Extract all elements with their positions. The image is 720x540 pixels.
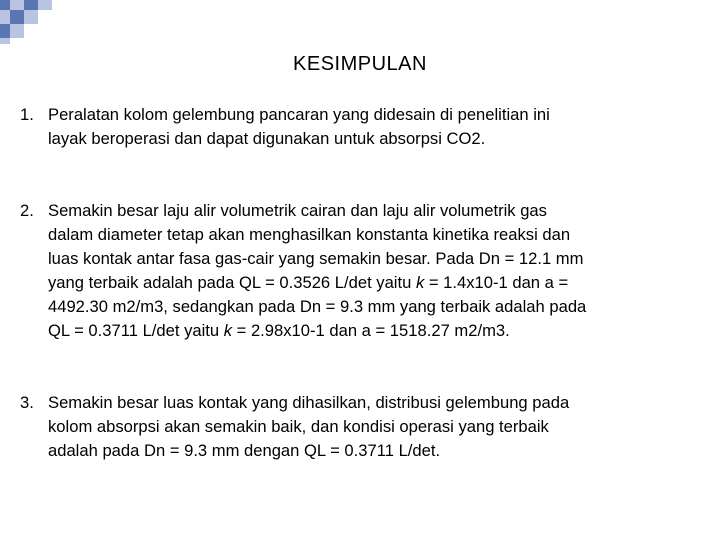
item-line-part: = 1.4x10-1 dan a = (424, 273, 569, 292)
item-line-part: QL = 0.3711 L/det yaitu (48, 321, 224, 340)
item-line (48, 271, 708, 295)
item-text (48, 103, 708, 151)
item-number: 1. (20, 105, 34, 124)
item-line: adalah pada Dn = 9.3 mm dengan QL = 0.3711 L/det. (48, 441, 441, 460)
slide-title-text: KESIMPULAN (293, 53, 427, 75)
item-number: 3. (20, 393, 34, 412)
item-line-part: yang terbaik adalah pada QL = 0.3526 L/det yaitu (48, 273, 416, 292)
kinetic-constant-symbol: k (415, 273, 425, 292)
item-line: Semakin besar laju alir volumetrik cairan dan laju alir volumetrik gas (48, 201, 547, 220)
conclusion-item-2 (18, 199, 708, 343)
conclusion-item-3 (18, 391, 708, 463)
conclusion-item-1 (18, 103, 708, 151)
corner-squares-decoration (0, 0, 60, 44)
item-line: luas kontak antar fasa gas-cair yang semakin besar. Pada Dn = 12.1 mm (48, 249, 584, 268)
item-text (48, 199, 708, 343)
item-line-part: = 2.98x10-1 dan a = 1518.27 m2/m3. (232, 321, 510, 340)
item-line: dalam diameter tetap akan menghasilkan konstanta kinetika reaksi dan (48, 225, 571, 244)
item-line: kolom absorpsi akan semakin baik, dan kondisi operasi yang terbaik (48, 417, 549, 436)
slide-title (0, 52, 720, 76)
kinetic-constant-symbol: k (223, 321, 233, 340)
item-line: Semakin besar luas kontak yang dihasilkan, distribusi gelembung pada (48, 393, 570, 412)
item-line: 4492.30 m2/m3, sedangkan pada Dn = 9.3 mm yang terbaik adalah pada (48, 297, 587, 316)
item-line: layak beroperasi dan dapat digunakan untuk absorpsi CO2. (48, 129, 486, 148)
item-line: Peralatan kolom gelembung pancaran yang didesain di penelitian ini (48, 105, 550, 124)
item-text (48, 391, 708, 463)
item-line (48, 319, 708, 343)
item-number: 2. (20, 201, 34, 220)
